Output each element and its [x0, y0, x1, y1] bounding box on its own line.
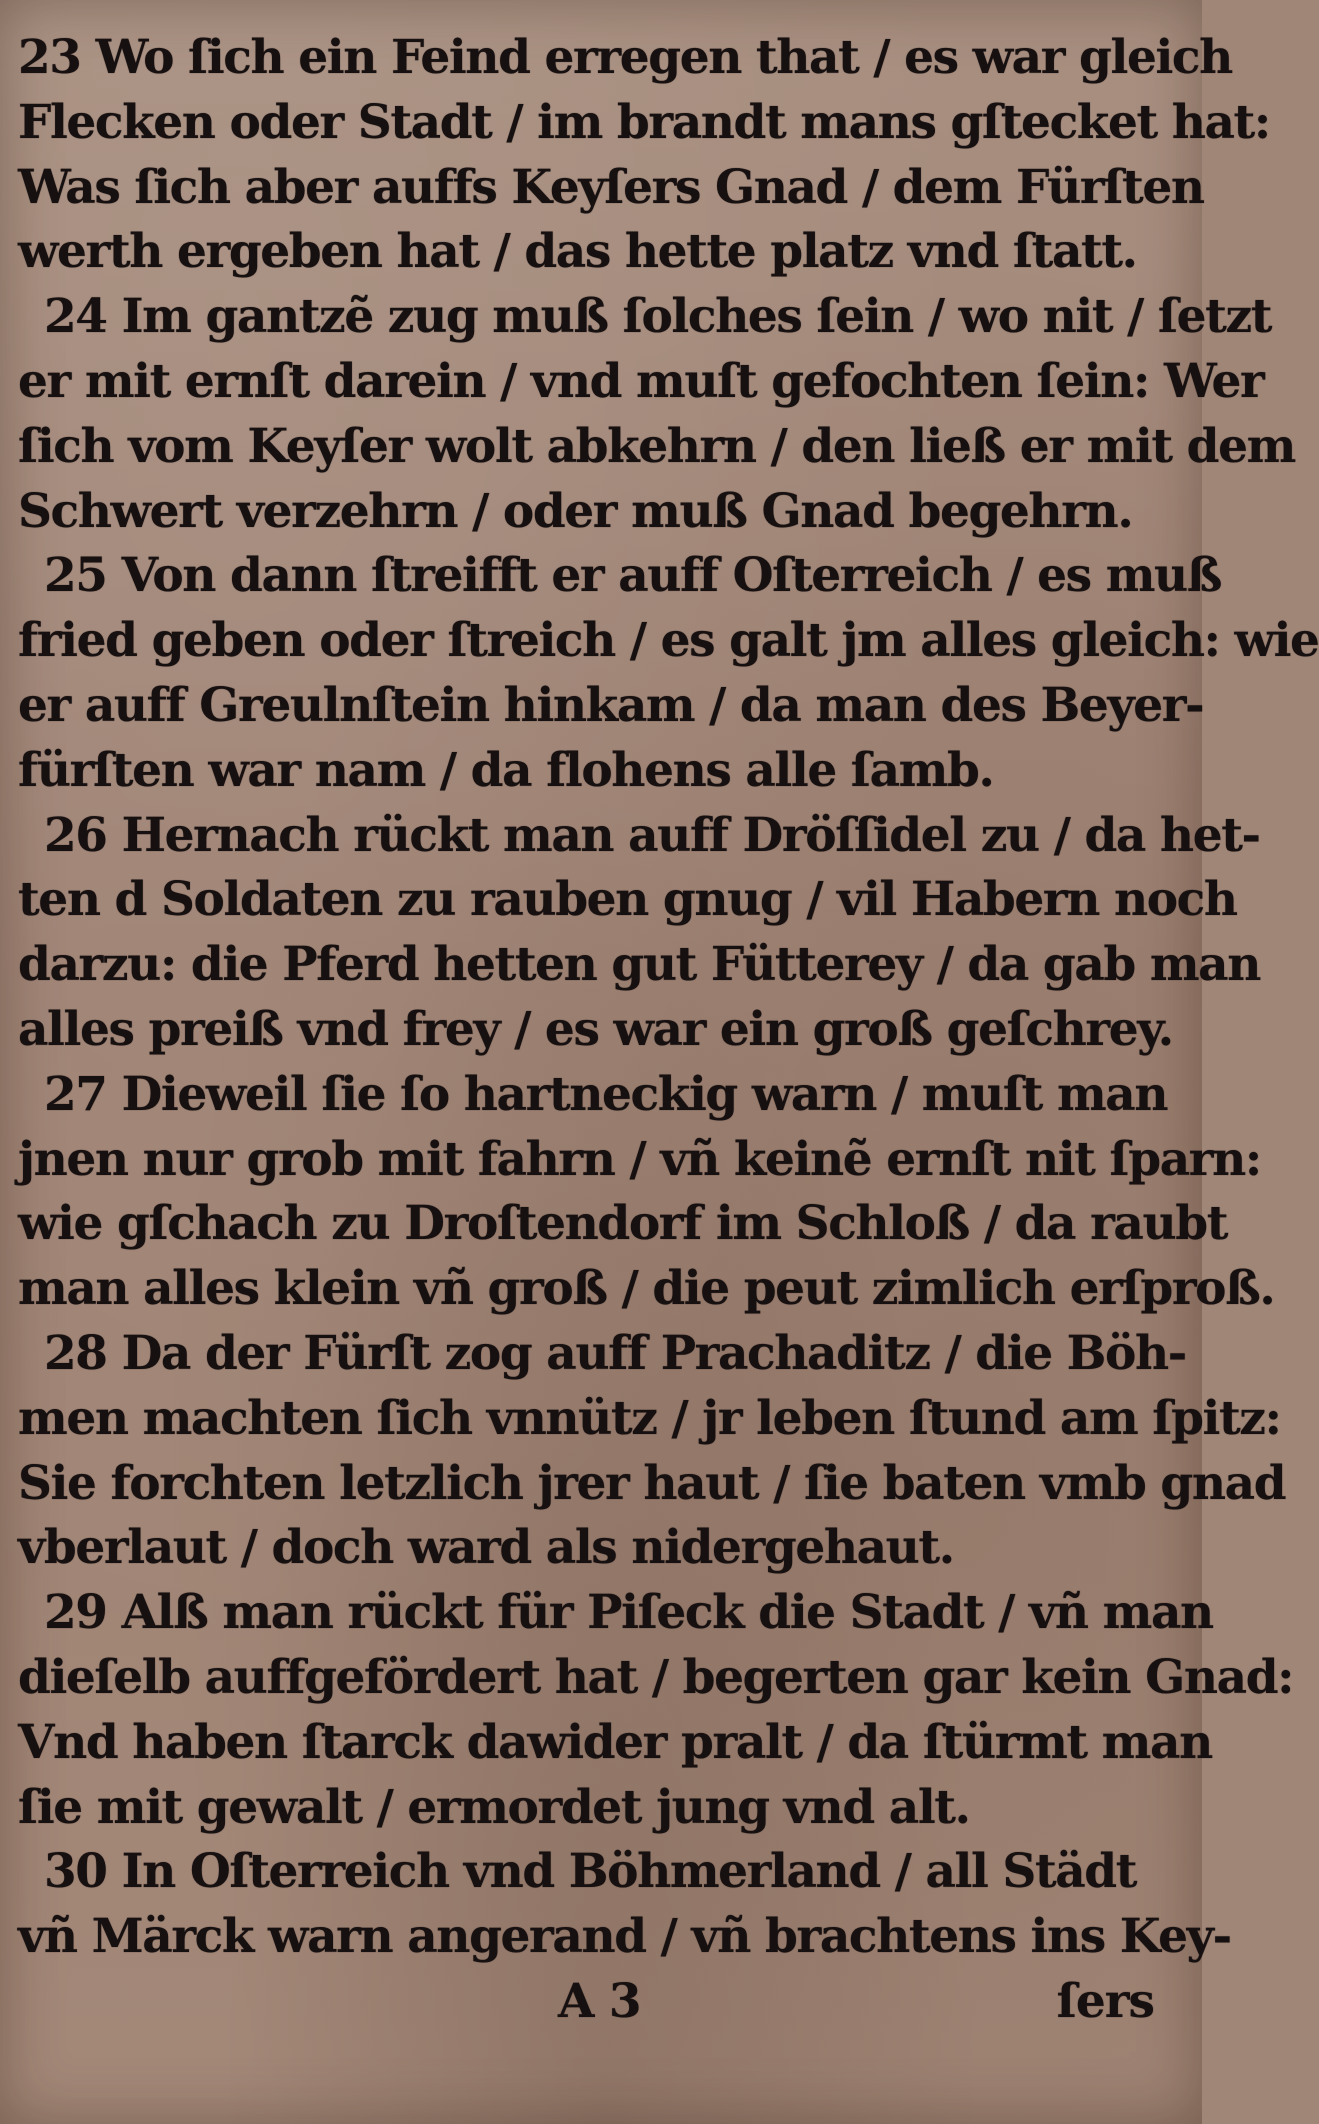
signature-mark: A 3	[558, 1973, 641, 2029]
catchword: ſers	[1056, 1973, 1154, 2029]
verse-line: 30 In Oſterreich vnd Böhmerland / all Städt	[44, 1844, 1137, 1900]
verse-line: Sie forchten letzlich jrer haut / ſie baten vmb gnad	[18, 1455, 1286, 1511]
stanza-27	[18, 1063, 1275, 1322]
verse-line: vñ Märck warn angerand / vñ brachtens ins Key-	[18, 1909, 1231, 1965]
verse-line: dieſelb auffgefördert hat / begerten gar kein Gnad:	[18, 1649, 1294, 1705]
stanza-28	[18, 1322, 1286, 1581]
verse-line: jnen nur grob mit fahrn / vñ keinẽ ernſt nit ſparn:	[18, 1131, 1261, 1187]
verse-line: 29 Alß man rückt für Piſeck die Stadt / vñ man	[44, 1585, 1213, 1641]
verse-line: fürſten war nam / da flohens alle ſamb.	[18, 742, 994, 798]
verse-line: er auff Greulnſtein hinkam / da man des Beyer-	[18, 677, 1204, 733]
verse-line: er mit ernſt darein / vnd muſt gefochten ſein: Wer	[18, 353, 1264, 409]
verse-block	[18, 26, 1319, 1970]
verse-line: 24 Im gantzẽ zug muß ſolches ſein / wo nit / ſetzt	[44, 289, 1272, 345]
verse-line: man alles klein vñ groß / die peut zimlich erſproß.	[18, 1261, 1275, 1317]
verse-line: werth ergeben hat / das hette platz vnd ſtatt.	[18, 224, 1137, 280]
verse-line: Vnd haben ſtarck dawider pralt / da ſtürmt man	[18, 1714, 1212, 1770]
verse-line: 28 Da der Fürſt zog auff Prachaditz / die Böh-	[44, 1325, 1186, 1381]
verse-line: 27 Dieweil ſie ſo hartneckig warn / muſt man	[44, 1066, 1168, 1122]
page-footer	[18, 1970, 1154, 2040]
stanza-29	[18, 1581, 1294, 1840]
verse-line: 26 Hernach rückt man auff Dröſſidel zu / da het-	[44, 807, 1260, 863]
verse-line: 25 Von dann ſtreifft er auff Oſterreich / es muß	[44, 548, 1222, 604]
verse-line: alles preiß vnd frey / es war ein groß geſchrey.	[18, 1001, 1173, 1057]
verse-line: Schwert verzehrn / oder muß Gnad begehrn.	[18, 483, 1133, 539]
verse-line: darzu: die Pferd hetten gut Fütterey / da gab man	[18, 937, 1261, 993]
verse-line: ſich vom Keyſer wolt abkehrn / den ließ er mit dem	[18, 418, 1295, 474]
verse-line: men machten ſich vnnütz / jr leben ſtund am ſpitz:	[18, 1390, 1281, 1446]
stanza-24	[18, 285, 1295, 544]
stanza-26	[18, 804, 1261, 1063]
verse-line: vberlaut / doch ward als nidergehaut.	[18, 1520, 954, 1576]
verse-line: 23 Wo ſich ein Feind erregen that / es war gleich	[18, 30, 1232, 85]
stanza-25	[18, 544, 1319, 803]
verse-line: Was ſich aber auffs Keyſers Gnad / dem Fürſten	[18, 159, 1204, 215]
verse-line: fried geben oder ſtreich / es galt jm alles gleich: wie	[18, 613, 1319, 669]
verse-line: wie gſchach zu Droſtendorf im Schloß / da raubt	[18, 1196, 1228, 1252]
verse-line: ten d Soldaten zu rauben gnug / vil Habern noch	[18, 872, 1237, 928]
verse-line: ſie mit gewalt / ermordet jung vnd alt.	[18, 1779, 970, 1835]
stanza-23	[18, 26, 1270, 285]
verse-line: Flecken oder Stadt / im brandt mans gſtecket hat:	[18, 94, 1270, 150]
stanza-30	[18, 1840, 1231, 1970]
